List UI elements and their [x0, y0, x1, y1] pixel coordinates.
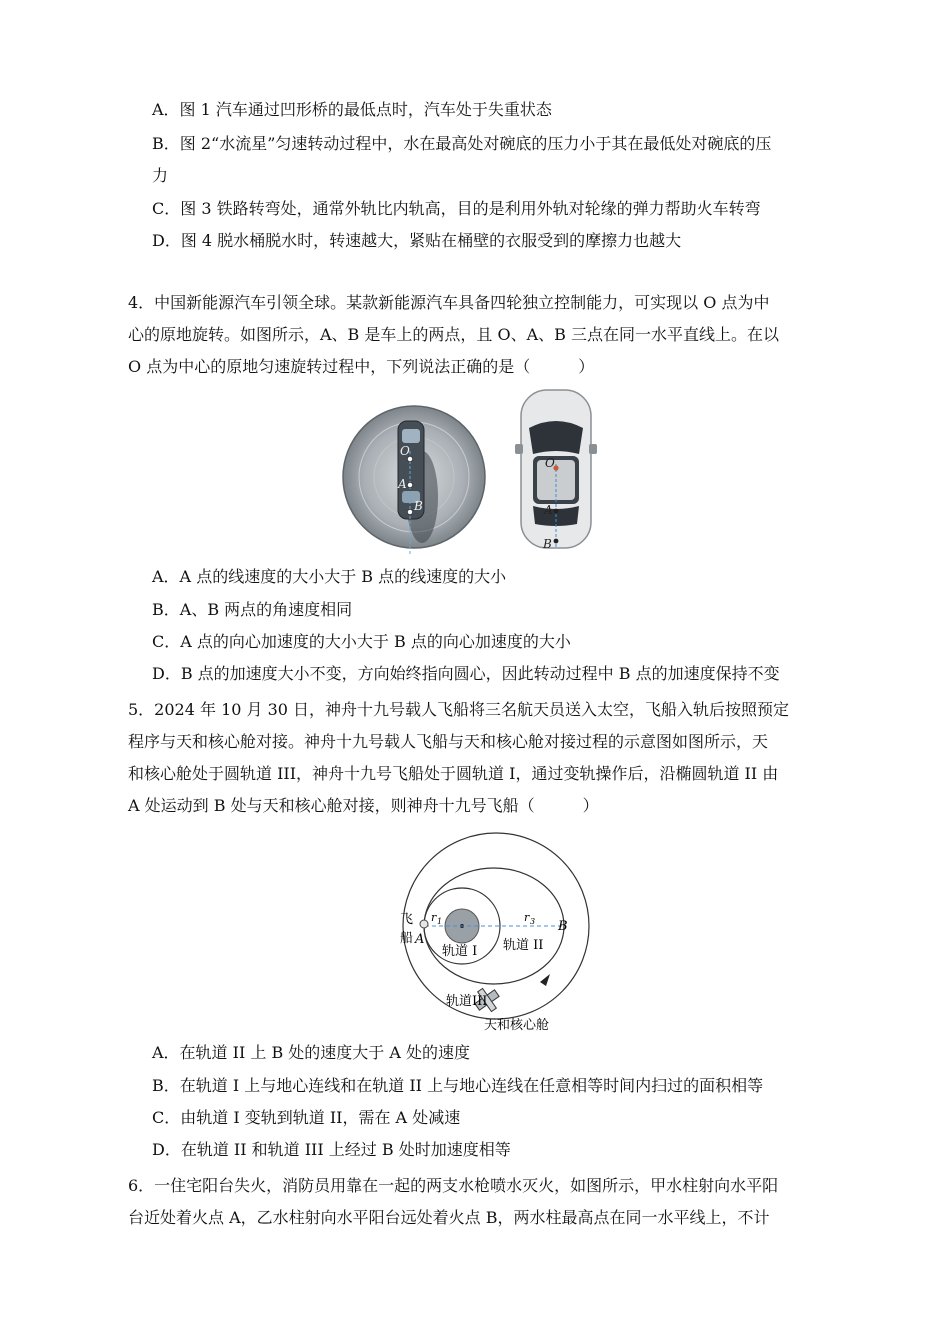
q4-stem-line-2: 心的原地旋转。如图所示，A、B 是车上的两点，且 O、A、B 三点在同一水平直线上。在以	[128, 325, 780, 344]
point-b	[554, 539, 559, 544]
q4-stem-line-3: O 点为中心的原地匀速旋转过程中，下列说法正确的是（ ）	[128, 357, 595, 376]
q6-stem-line-1: 6．一住宅阳台失火，消防员用靠在一起的两支水枪喷水灭火，如图所示，甲水柱射向水平阳	[128, 1176, 779, 1195]
label-o: O	[545, 456, 555, 470]
q4-car-topview-figure	[515, 388, 597, 553]
label-b: B	[543, 537, 552, 551]
q4-turntable-figure	[340, 405, 490, 555]
q4-option-a: A．A 点的线速度的大小大于 B 点的线速度的大小	[152, 567, 507, 586]
label-ship-2: 船	[400, 931, 414, 946]
q4-stem-line-1: 4．中国新能源汽车引领全球。某款新能源汽车具备四轮独立控制能力，可实现以 O 点为中	[128, 293, 770, 312]
prev-option-d: D．图 4 脱水桶脱水时，转速越大，紧贴在桶壁的衣服受到的摩擦力也越大	[152, 231, 682, 250]
q4-option-b: B．A、B 两点的角速度相同	[152, 600, 353, 619]
q6-stem-line-2: 台近处着火点 A，乙水柱射向水平阳台远处着火点 B，两水柱最高点在同一水平线上，不计	[128, 1208, 770, 1227]
prev-option-b-cont: 力	[152, 166, 169, 185]
point-a	[554, 509, 559, 514]
label-r1: r	[431, 911, 437, 924]
q4-option-d: D．B 点的加速度大小不变，方向始终指向圆心，因此转动过程中 B 点的加速度保持不变	[152, 664, 780, 683]
label-a: A	[415, 932, 425, 947]
label-r3: r	[524, 911, 530, 924]
orbit-arrow-icon	[540, 974, 550, 986]
q5-option-b: B．在轨道 I 上与地心连线和在轨道 II 上与地心连线在任意相等时间内扫过的面积相等	[152, 1076, 764, 1095]
q5-stem-line-1: 5．2024 年 10 月 30 日，神舟十九号载人飞船将三名航天员送入太空，飞船入轨后按照预定	[128, 700, 790, 719]
q5-option-d: D．在轨道 II 和轨道 III 上经过 B 处时加速度相等	[152, 1140, 511, 1159]
q5-stem-line-4: A 处运动到 B 处与天和核心舱对接，则神舟十九号飞船（ ）	[128, 796, 599, 815]
q5-stem-line-2: 程序与天和核心舱对接。神舟十九号载人飞船与天和核心舱对接过程的示意图如图所示，天	[128, 732, 769, 751]
prev-option-a: A．图 1 汽车通过凹形桥的最低点时，汽车处于失重状态	[152, 100, 552, 119]
label-o: O	[400, 444, 410, 458]
q5-orbit-figure	[390, 832, 610, 1037]
q5-stem-line-3: 和核心舱处于圆轨道 III，神舟十九号飞船处于圆轨道 I，通过变轨操作后，沿椭圆轨道 II 由	[128, 764, 779, 783]
label-orbit-i: 轨道 I	[442, 944, 478, 959]
label-orbit-ii: 轨道 II	[503, 938, 544, 953]
label-orbit-iii: 轨道III	[446, 994, 488, 1009]
q4-option-c: C．A 点的向心加速度的大小大于 B 点的向心加速度的大小	[152, 632, 571, 651]
spacecraft-icon	[420, 920, 428, 928]
prev-option-c: C．图 3 铁路转弯处，通常外轨比内轨高，目的是利用外轨对轮缘的弹力帮助火车转弯	[152, 199, 761, 218]
point-a	[407, 482, 412, 487]
label-a: A	[398, 477, 407, 491]
label-r1-sub: 1	[437, 917, 443, 926]
label-b: B	[558, 919, 568, 934]
label-r3-sub: 3	[530, 917, 536, 926]
label-ship-1: 飞	[400, 912, 414, 927]
prev-option-b: B．图 2“水流星”匀速转动过程中，水在最高处对碗底的压力小于其在最低处对碗底的压	[152, 134, 772, 153]
q5-option-a: A．在轨道 II 上 B 处的速度大于 A 处的速度	[152, 1043, 471, 1062]
point-b	[407, 509, 412, 514]
label-b: B	[414, 499, 423, 513]
label-station: 天和核心舱	[484, 1018, 550, 1033]
q5-option-c: C．由轨道 I 变轨到轨道 II，需在 A 处减速	[152, 1108, 461, 1127]
label-a: A	[544, 503, 553, 517]
